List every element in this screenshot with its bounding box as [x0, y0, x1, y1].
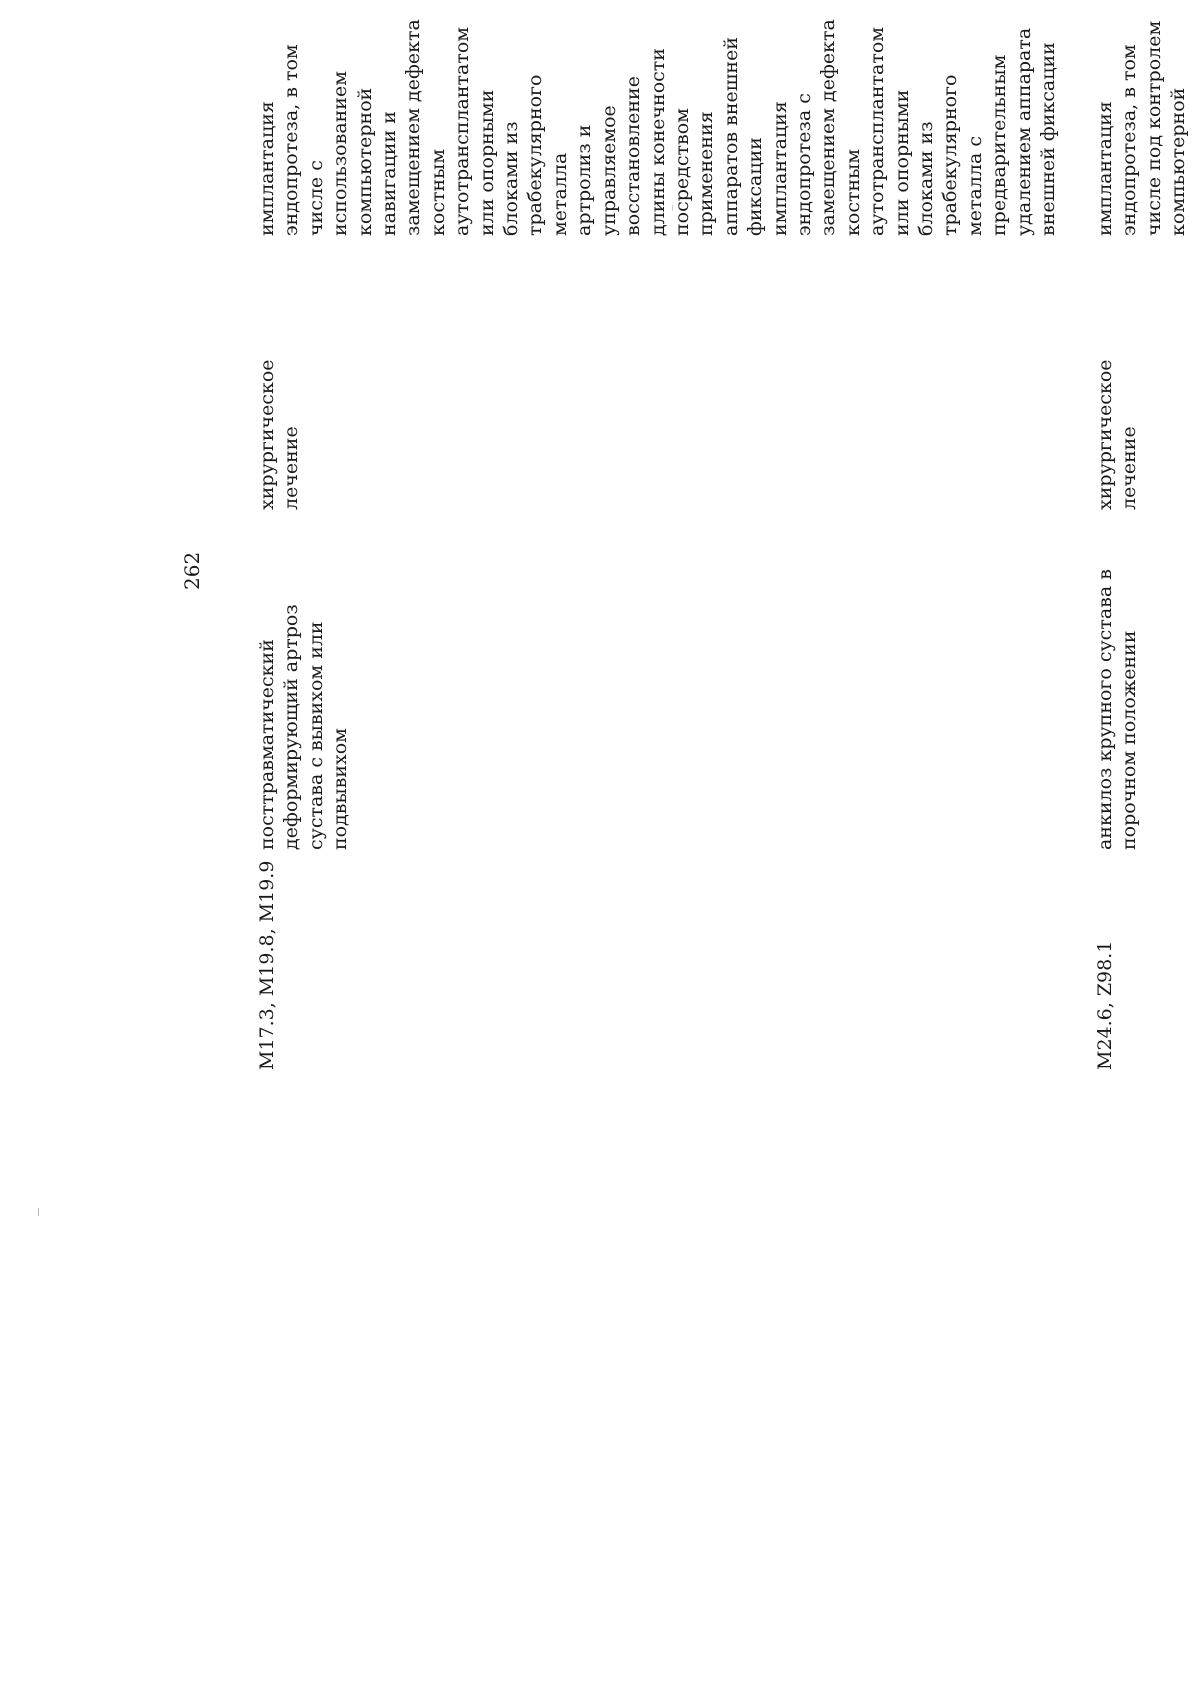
row-1-treatment-cell	[255, 359, 304, 510]
row-2-code-cell	[1093, 941, 1117, 1070]
row-2-treatment-cell	[1093, 359, 1142, 510]
row-1-method-cell	[255, 19, 1060, 236]
cell-text-line: компьютерной	[353, 87, 376, 236]
cell-text-line: лечение	[280, 426, 303, 510]
scan-artifact-mark	[38, 1208, 39, 1216]
cell-text-line: сустава с вывихом или	[304, 621, 327, 850]
rotated-document-page	[60, 0, 1190, 1450]
cell-text-line: внешней фиксации	[1037, 42, 1059, 236]
row-1-diagnosis-cell	[255, 604, 353, 850]
cell-text-line: хирургическое	[1094, 359, 1116, 510]
cell-text-line: деформирующий артроз	[280, 604, 303, 850]
cell-text-line: применения	[695, 111, 718, 236]
cell-text-line: посттравматический	[256, 639, 278, 850]
cell-text-line: имплантация	[1094, 101, 1116, 236]
cell-text-line: M17.3, M19.8, M19.9	[256, 860, 278, 1070]
cell-text-line: фиксации	[744, 137, 767, 236]
row-2-diagnosis-cell	[1093, 569, 1142, 850]
cell-text-line: или опорными	[890, 89, 913, 236]
cell-text-line: аутотрансплантатом	[451, 26, 474, 236]
cell-text-line: аутотрансплантатом	[866, 26, 889, 236]
cell-text-line: металла	[548, 152, 571, 236]
cell-text-line: длины конечности	[646, 48, 669, 236]
cell-text-line: трабекулярного	[524, 74, 547, 236]
cell-text-line: металла с	[963, 135, 986, 236]
cell-text-line: порочном положении	[1118, 630, 1141, 850]
cell-text-line: использованием	[329, 71, 352, 236]
cell-text-line: компьютерной	[1167, 87, 1190, 236]
cell-text-line: анкилоз крупного сустава в	[1094, 569, 1116, 850]
cell-text-line: аппаратов внешней	[719, 37, 742, 236]
cell-text-line: артролиз и	[573, 124, 596, 236]
row-2-method-cell	[1093, 21, 1191, 236]
cell-text-line: посредством	[670, 108, 693, 236]
cell-text-line: числе под контролем	[1142, 20, 1165, 236]
cell-text-line: имплантация	[256, 101, 278, 236]
cell-text-line: M24.6, Z98.1	[1094, 940, 1116, 1070]
cell-text-line: восстановление	[622, 76, 645, 236]
cell-text-line: эндопротеза, в том	[1118, 44, 1141, 236]
cell-text-line: предварительным	[988, 54, 1011, 236]
cell-text-line: костным	[426, 148, 449, 236]
cell-text-line: подвывихом	[329, 728, 352, 850]
cell-text-line: замещением дефекта	[402, 19, 425, 236]
cell-text-line: хирургическое	[256, 359, 278, 510]
cell-text-line: лечение	[1118, 426, 1141, 510]
cell-text-line: замещением дефекта	[817, 19, 840, 236]
cell-text-line: навигации и	[378, 111, 401, 236]
cell-text-line: костным	[841, 148, 864, 236]
cell-text-line: или опорными	[475, 89, 498, 236]
row-1-code-cell	[255, 861, 279, 1070]
cell-text-line: блоками из	[500, 121, 523, 236]
cell-text-line: удалением аппарата	[1012, 27, 1035, 236]
cell-text-line: имплантация	[768, 101, 791, 236]
cell-text-line: блоками из	[914, 121, 937, 236]
cell-text-line: эндопротеза, в том	[280, 44, 303, 236]
cell-text-line: числе с	[304, 160, 327, 236]
cell-text-line: управляемое	[597, 105, 620, 236]
cell-text-line: трабекулярного	[939, 74, 962, 236]
page-number: 262	[180, 551, 204, 590]
cell-text-line: эндопротеза с	[792, 93, 815, 236]
